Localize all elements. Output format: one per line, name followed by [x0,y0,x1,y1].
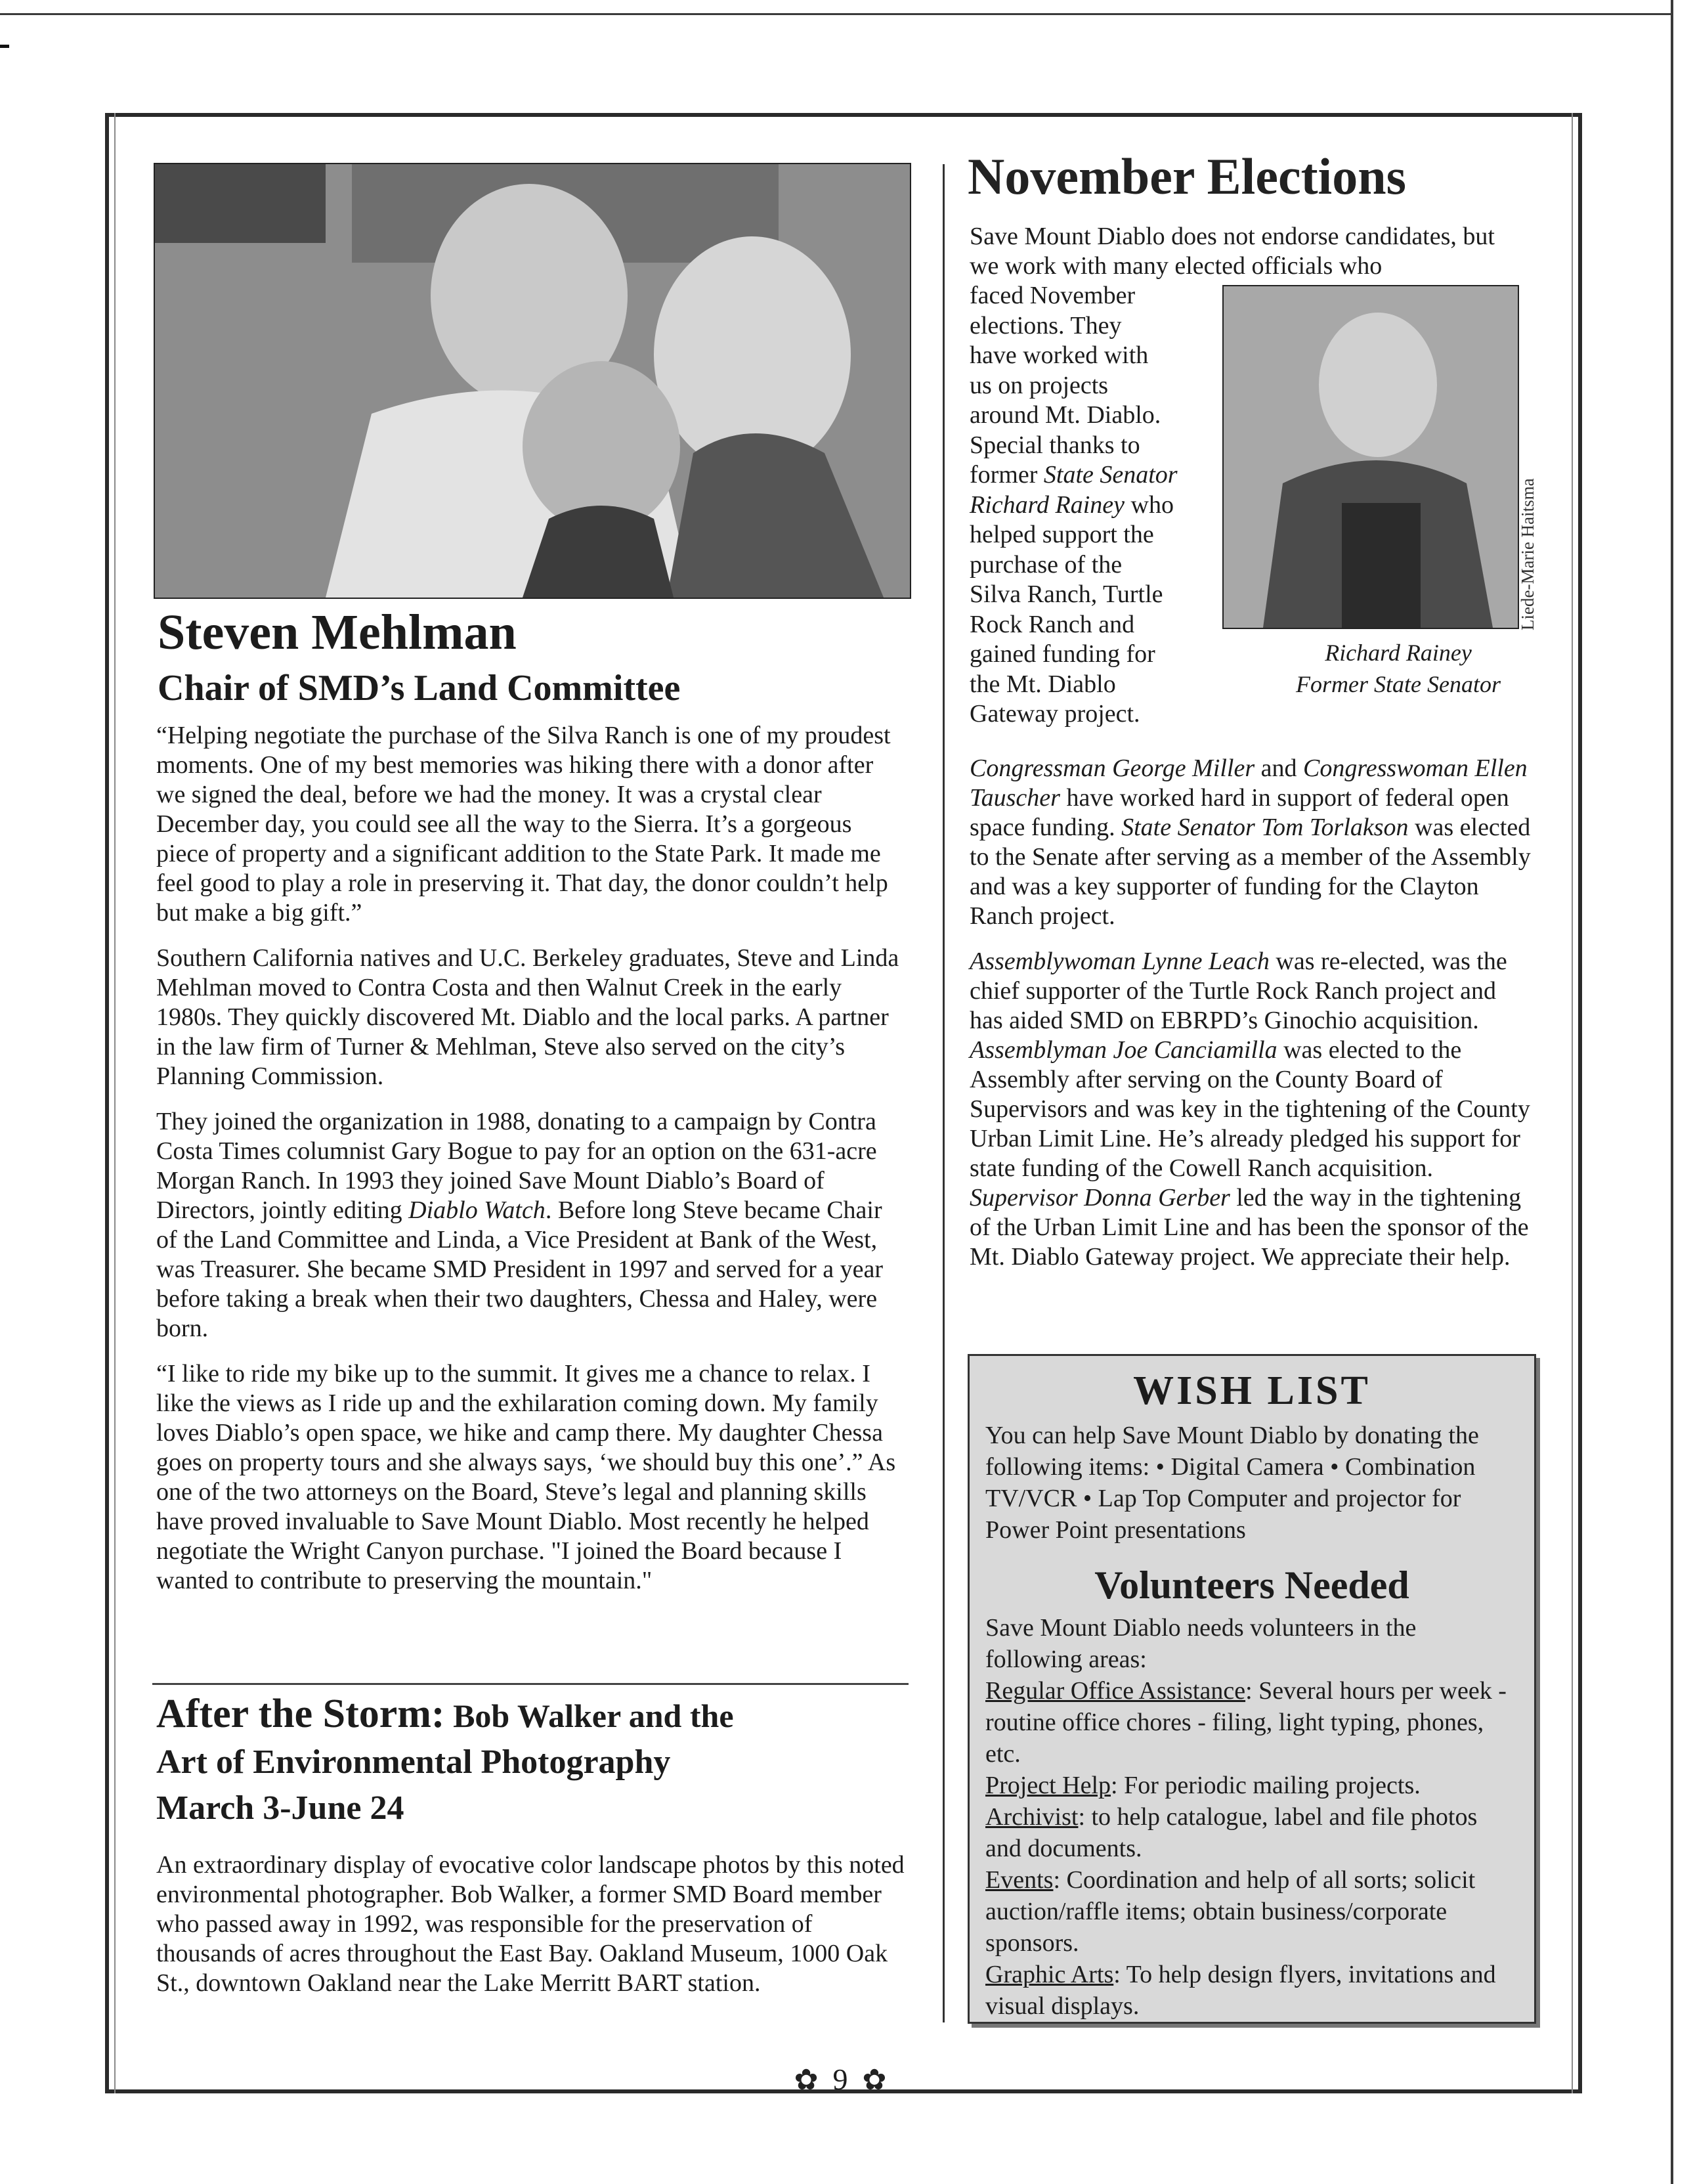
wrap-line-italic: State Senator [1043,461,1178,489]
wrap-line [970,550,1239,580]
wishlist-title: WISH LIST [1133,1368,1371,1413]
storm-heading [156,1691,909,1831]
diablo-watch-title: Diablo Watch [408,1196,546,1224]
wrap-line [970,431,1239,461]
volunteers-title: Volunteers Needed [1094,1563,1409,1607]
para2-text-a: They joined the organization in 1988, donating to a campaign by Contra Costa Times columnist Gary Bogue to pay for an option on the 631-acre Morgan Ranch. In 1993 they joined Save Mount Diablo’s Board of Directors, jointly editing [156,1108,877,1224]
frame-left-border [105,113,116,2093]
name-leach: Assemblywoman Lynne Leach [970,948,1270,975]
volunteer-item-desc: : For periodic mailing projects. [1111,1772,1421,1799]
wrap-line-text: gained funding for [970,640,1155,668]
name-tauscher: Congresswoman Ellen Tauscher [970,754,1528,812]
wrap-line-text: elections. They [970,311,1122,339]
storm-title-line-1 [156,1691,909,1739]
elections-para-3 [970,947,1534,1272]
wrap-line-text: the Mt. Diablo [970,670,1116,698]
p2-text-1: and [1255,754,1304,782]
wrap-line-italic: Richard Rainey [970,491,1125,519]
volunteers-intro: Save Mount Diablo needs volunteers in the following areas: [985,1614,1417,1673]
wrap-line-text: Special thanks to [970,431,1140,459]
wrap-line-text: faced November [970,282,1136,309]
storm-title-main: After the Storm: [156,1692,445,1736]
p3-text-2: was elected to the Assembly after serving on the County Board of Supervisors and was key in the tightening of the County Urban Limit Line. He’s already pledged his support for state funding of the Cowell Ranch acquisition. [970,1036,1530,1182]
storm-title-line-2: Art of Environmental Photography [156,1743,671,1781]
section-divider [152,1683,909,1685]
p2-text-2: have worked hard in support of federal open space funding. [970,784,1509,841]
p3-text-3: led the way in the tightening of the Urban Limit Line and has been the sponsor of the Mt. Diablo Gateway project. We appreciate their help. [970,1184,1529,1271]
rainey-photo [1222,285,1519,629]
wishlist-box [968,1354,1536,2024]
wrap-line-text: Silva Ranch, Turtle [970,580,1163,608]
volunteer-item-label: Events [985,1866,1054,1894]
wrap-line [970,341,1239,371]
ornament-left-icon: ✿ [794,2064,819,2096]
page-top-rule [0,13,1671,15]
elections-para-2 [970,754,1534,931]
wrap-line-text: helped support the [970,521,1154,548]
mehlman-title-heading: Chair of SMD’s Land Committee [158,668,681,709]
wrap-line-text: us on projects [970,371,1109,399]
mehlman-name-heading: Steven Mehlman [158,605,517,660]
wrap-line-text: Rock Ranch and [970,610,1135,638]
caption-role: Former State Senator [1296,671,1501,697]
wrap-line [970,460,1239,491]
wrap-line [970,640,1239,670]
storm-dates: March 3-June 24 [156,1789,404,1827]
wishlist-text: You can help Save Mount Diablo by donating the following items: • Digital Camera • Combination TV/VCR • Lap Top Computer and projector for Power Point presentations [985,1422,1479,1544]
scan-margin-mark [0,45,9,48]
photo-credit: Liede-Marie Haitsma [1518,478,1537,630]
volunteer-item [985,1801,1518,1864]
wrap-line-text: Gateway project. [970,700,1140,728]
name-miller: Congressman George Miller [970,754,1255,782]
column-divider [943,164,945,2022]
frame-right-border [1572,113,1582,2093]
volunteer-item-label: Archivist [985,1803,1079,1831]
wrap-line [970,311,1239,341]
page-right-edge [1671,0,1673,2184]
mehlman-para-1: Southern California natives and U.C. Berkeley graduates, Steve and Linda Mehlman moved to Contra Costa and then Walnut Creek in the early 1980s. They quickly discovered Mt. Diablo and the local parks. A partner in the law firm of Turner & Mehlman, Steve also served on the city’s Planning Commission. [156,944,899,1090]
frame-top-border [105,113,1582,117]
volunteer-item-desc: : Several hours per week - routine office chores - filing, light typing, phones, etc. [985,1677,1507,1768]
storm-body: An extraordinary display of evocative color landscape photos by this noted environmental photographer. Bob Walker, a former SMD Board member who passed away in 1992, was responsible for the preservation of thousands of acres throughout the East Bay. Oakland Museum, 1000 Oak St., downtown Oakland near the Lake Merritt BART station. [156,1851,905,1997]
storm-title-sub: Bob Walker and the [444,1697,734,1734]
wrap-line-text: purchase of the [970,550,1123,579]
wrap-line-text: former [970,461,1044,489]
page-footer [755,2062,926,2097]
caption-name: Richard Rainey [1325,640,1472,666]
wrap-line [970,401,1239,431]
photo-placeholder-shapes [155,164,910,598]
wrap-line-text: around Mt. Diablo. [970,401,1161,429]
name-torlakson: State Senator Tom Torlakson [1121,814,1409,841]
name-gerber: Supervisor Donna Gerber [970,1184,1230,1212]
wrap-line [970,371,1239,401]
ornament-right-icon: ✿ [862,2064,887,2096]
elections-wrap-text [970,281,1239,730]
rainey-caption [1260,637,1536,700]
wrap-line [970,610,1239,640]
wrap-line-text: have worked with [970,341,1149,369]
mehlman-para-2 [156,1107,909,1343]
wrap-line-text: who [1125,491,1174,519]
volunteer-item-desc: : to help catalogue, label and file photos and documents. [985,1803,1478,1862]
volunteer-item [985,1864,1518,1959]
volunteer-item [985,1770,1518,1801]
page-number: 9 [832,2063,848,2096]
wrap-line [970,520,1239,550]
elections-intro: Save Mount Diablo does not endorse candidates, but we work with many elected officials who [970,223,1495,280]
elections-body [970,754,1534,1288]
volunteer-item-label: Project Help [985,1772,1111,1799]
p3-text-1: was re-elected, was the chief supporter of the Turtle Rock Ranch project and has aided SMD on EBRPD’s Ginochio acquisition. [970,948,1507,1034]
wrap-line [970,580,1239,610]
name-canciamilla: Assemblyman Joe Canciamilla [970,1036,1277,1064]
wrap-line [970,670,1239,700]
wrap-line [970,699,1239,730]
volunteer-item-desc: : Coordination and help of all sorts; solicit auction/raffle items; obtain business/corporate sponsors. [985,1866,1476,1957]
volunteer-item [985,1959,1518,2022]
elections-heading: November Elections [968,148,1406,205]
mehlman-para-3: “I like to ride my bike up to the summit. It gives me a chance to relax. I like the views as I ride up and the exhilaration coming down. My family loves Diablo’s open space, we hike and camp there. My daughter Chessa goes on property tours and she always says, ‘we should buy this one’.” As one of the two attorneys on the Board, Steve’s legal and planning skills have proved invaluable to Save Mount Diablo. Most recently he helped negotiate the Wright Canyon purchase. "I joined the Board because I wanted to contribute to preserving the mountain." [156,1360,896,1594]
rainey-photo-shapes [1224,286,1518,628]
mehlman-article [156,721,909,1611]
volunteer-list [985,1675,1518,2022]
mehlman-family-photo [154,163,911,599]
volunteer-item-label: Graphic Arts [985,1961,1114,1988]
wrap-line [970,281,1239,311]
p2-text-3: was elected to the Senate after serving as a member of the Assembly and was a key supporter of funding for the Clayton Ranch project. [970,814,1531,930]
wrap-line [970,491,1239,521]
mehlman-quote: “Helping negotiate the purchase of the Silva Ranch is one of my proudest moments. One of my best memories was hiking there with a donor after we signed the deal, before we had the money. It was a crystal clear December day, you could see all the way to the Sierra. It’s a gorgeous piece of property and a significant addition to the State Park. It made me feel good to play a role in preserving it. That day, the donor couldn’t help but make a big gift.” [156,722,891,927]
volunteer-item-desc: : To help design flyers, invitations and visual displays. [985,1961,1496,2020]
volunteer-item-label: Regular Office Assistance [985,1677,1246,1705]
volunteer-item [985,1675,1518,1770]
para2-text-b: . Before long Steve became Chair of the Land Committee and Linda, a Vice President at Bank of the West, was Treasurer. She became SMD President in 1997 and served for a year before taking a break when their two daughters, Chessa and Haley, were born. [156,1196,884,1342]
